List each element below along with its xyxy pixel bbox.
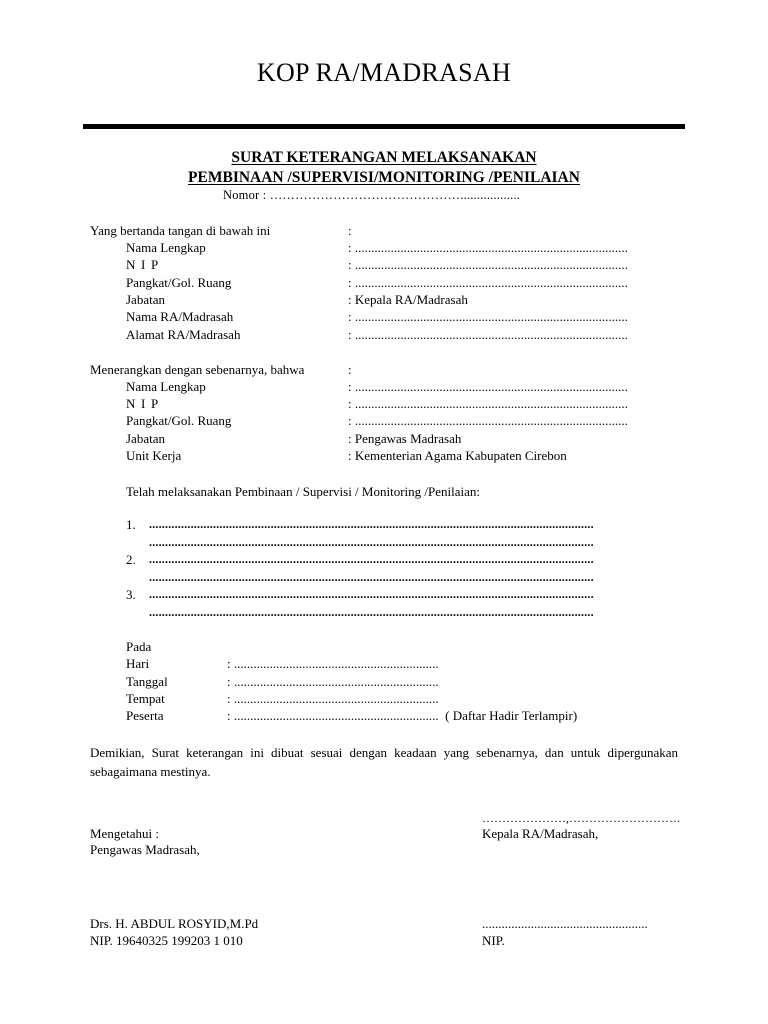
field-value: : ............................................................... — [227, 656, 439, 671]
activity-line: ........................................................................................................................................... — [149, 605, 594, 619]
field-label: Pangkat/Gol. Ruang — [126, 413, 232, 428]
field-value: : Kementerian Agama Kabupaten Cirebon — [348, 448, 567, 463]
field-label: Jabatan — [126, 431, 165, 446]
field-value: : .................................................................................... — [348, 396, 628, 411]
activity-line: ........................................................................................................................................... — [149, 535, 594, 549]
field-label: Nama Lengkap — [126, 379, 206, 394]
activity-number: 3. — [126, 587, 136, 602]
field-value: : ............................................................... ( Daftar Hadir Terlampir) — [227, 708, 578, 723]
field-label: N I P — [126, 396, 160, 411]
supervisor-title: Pengawas Madrasah, — [90, 842, 200, 857]
field-value: : Pengawas Madrasah — [348, 431, 462, 446]
field-value: : .................................................................................... — [348, 327, 628, 342]
field-label: N I P — [126, 257, 160, 272]
document-number: Nomor : ……………………………………….................. — [223, 188, 521, 202]
activities-intro: Telah melaksanakan Pembinaan / Supervisi / Monitoring /Penilaian: — [126, 484, 480, 499]
supervisor-nip: NIP. 19640325 199203 1 010 — [90, 933, 243, 948]
field-label: Jabatan — [126, 292, 165, 307]
field-value: : ............................................................... — [227, 674, 439, 689]
field-value: : .................................................................................... — [348, 275, 628, 290]
field-label: Unit Kerja — [126, 448, 182, 463]
field-label: Tempat — [126, 691, 165, 706]
supervisor-name: Drs. H. ABDUL ROSYID,M.Pd — [90, 916, 259, 931]
place-date-line: …………………,………………………. — [482, 811, 680, 825]
headmaster-title: Kepala RA/Madrasah, — [482, 826, 599, 841]
field-value: : .................................................................................... — [348, 413, 628, 428]
activity-line: ........................................................................................................................................... — [149, 587, 594, 601]
activity-number: 1. — [126, 517, 136, 532]
document-title-line1: SURAT KETERANGAN MELAKSANAKAN — [231, 149, 537, 166]
field-label: Alamat RA/Madrasah — [126, 327, 241, 342]
field-value: : .................................................................................... — [348, 240, 628, 255]
field-label: Peserta — [126, 708, 164, 723]
section1-intro-colon: : — [348, 223, 352, 238]
headmaster-name-line: ................................................... — [482, 916, 648, 931]
field-label: Tanggal — [126, 674, 168, 689]
field-label: Pangkat/Gol. Ruang — [126, 275, 232, 290]
acknowledged-label: Mengetahui : — [90, 826, 159, 841]
field-label: Nama Lengkap — [126, 240, 206, 255]
activity-number: 2. — [126, 552, 136, 567]
document-title-line2: PEMBINAAN /SUPERVISI/MONITORING /PENILAIAN — [188, 169, 580, 186]
closing-paragraph: Demikian, Surat keterangan ini dibuat sesuai dengan keadaan yang sebenarnya, dan untuk dipergunakan sebagaimana mestinya. — [90, 745, 678, 779]
field-value: : ............................................................... — [227, 691, 439, 706]
section2-intro: Menerangkan dengan sebenarnya, bahwa — [90, 362, 305, 377]
letterhead-title: KOP RA/MADRASAH — [256, 58, 512, 87]
activity-line: ........................................................................................................................................... — [149, 552, 594, 566]
field-value: : .................................................................................... — [348, 257, 628, 272]
field-label: Hari — [126, 656, 150, 671]
activity-line: ........................................................................................................................................... — [149, 517, 594, 531]
activity-line: ........................................................................................................................................... — [149, 570, 594, 584]
schedule-heading: Pada — [126, 639, 152, 654]
field-label: Nama RA/Madrasah — [126, 309, 234, 324]
letterhead-divider — [83, 124, 685, 129]
field-value: : Kepala RA/Madrasah — [348, 292, 468, 307]
field-value: : .................................................................................... — [348, 309, 628, 324]
headmaster-nip: NIP. — [482, 933, 505, 948]
field-value: : .................................................................................... — [348, 379, 628, 394]
section1-intro: Yang bertanda tangan di bawah ini — [90, 223, 271, 238]
section2-intro-colon: : — [348, 362, 352, 377]
